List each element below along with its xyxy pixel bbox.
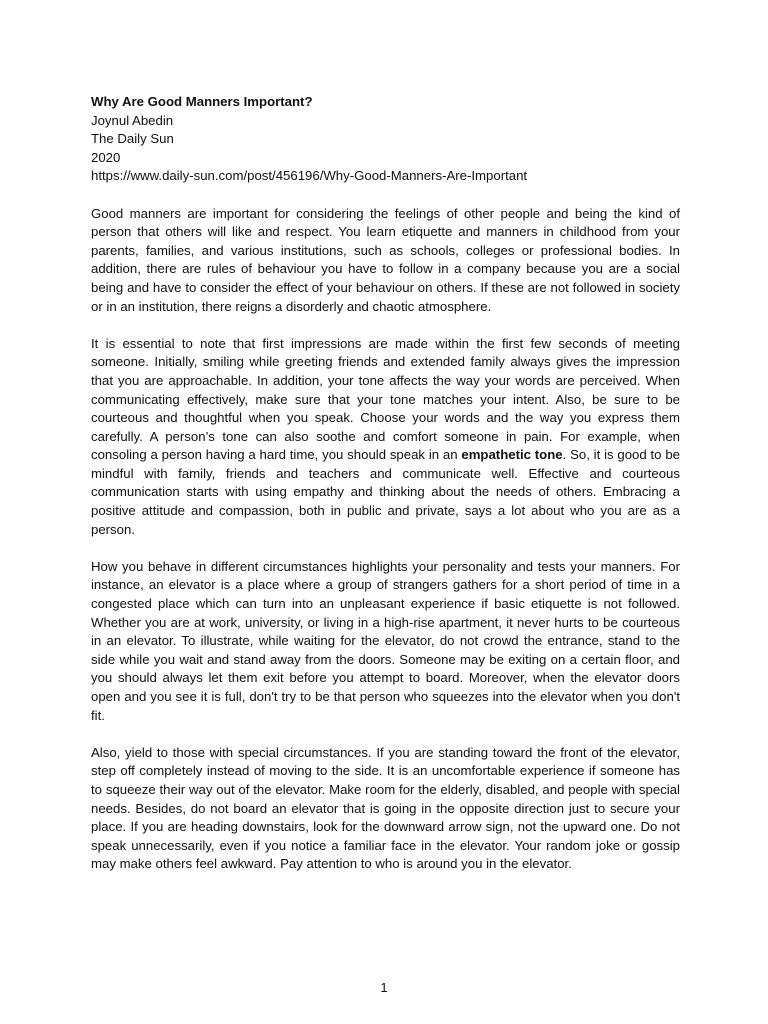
paragraph-2 [91, 335, 680, 540]
paragraph-3: How you behave in different circumstances highlights your personality and tests your manners. For instance, an elevator is a place where a group of strangers gathers for a short period of time in a congested place which can turn into an unpleasant experience if basic etiquette is not followed. Whether you are at work, university, or living in a high-rise apartment, it never hurts to be courteous in an elevator. To illustrate, while waiting for the elevator, do not crowd the entrance, stand to the side while you wait and stand away from the doors. Someone may be exiting on a certain floor, and you should always let them exit before you attempt to board. Moreover, when the elevator doors open and you see it is full, don't try to be that person who squeezes into the elevator when you don't fit. [91, 558, 680, 723]
article-publication: The Daily Sun [91, 131, 174, 147]
paragraph-2-bold-term: empathetic tone [461, 447, 563, 463]
article-author: Joynul Abedin [91, 112, 174, 128]
paragraph-4: Also, yield to those with special circumstances. If you are standing toward the front of the elevator, step off completely instead of moving to the side. It is an uncomfortable experience if someone has to squeeze their way out of the elevator. Make room for the elderly, disabled, and people with special needs. Besides, do not board an elevator that is going in the opposite direction just to secure your place. If you are heading downstairs, look for the downward arrow sign, not the upward one. Do not speak unnecessarily, even if you notice a familiar face in the elevator. Your random joke or gossip may make others feel awkward. Pay attention to who is around you in the elevator. [91, 744, 680, 872]
paragraph-1: Good manners are important for considering the feelings of other people and being the kind of person that others will like and respect. You learn etiquette and manners in childhood from your parents, families, and various institutions, such as schools, colleges or professional bodies. In addition, there are rules of behaviour you have to follow in a company because you are a social being and have to consider the effect of your behaviour on others. If these are not followed in society or in an institution, there reigns a disorderly and chaotic atmosphere. [91, 205, 680, 314]
citation-header [91, 93, 680, 186]
paragraph-2-text-start: It is essential to note that first impressions are made within the first few seconds of meeting someone. Initially, smiling while greeting friends and extended family always gives the impression that you are approachable. In addition, your tone affects the way your words are perceived. When communicating effectively, make sure that your tone matches your intent. Also, be sure to be courteous and thoughtful when you speak. Choose your words and the way you express them carefully. A person’s tone can also soothe and comfort someone in pain. For example, when consoling a person having a hard time, you should speak in an [91, 335, 680, 463]
article-year: 2020 [91, 149, 121, 165]
paragraph-2-text-end: . So, it is good to be mindful with family, friends and teachers and communicate well. Effective and courteous communication starts with using empathy and thinking about the needs of others. Embracing a positive attitude and compassion, both in public and private, says a lot about who you are as a person. [91, 447, 680, 537]
article-url: https://www.daily-sun.com/post/456196/Why-Good-Manners-Are-Important [91, 168, 528, 184]
document-body [91, 93, 680, 893]
page-number: 1 [380, 980, 388, 995]
article-title: Why Are Good Manners Important? [91, 94, 313, 109]
